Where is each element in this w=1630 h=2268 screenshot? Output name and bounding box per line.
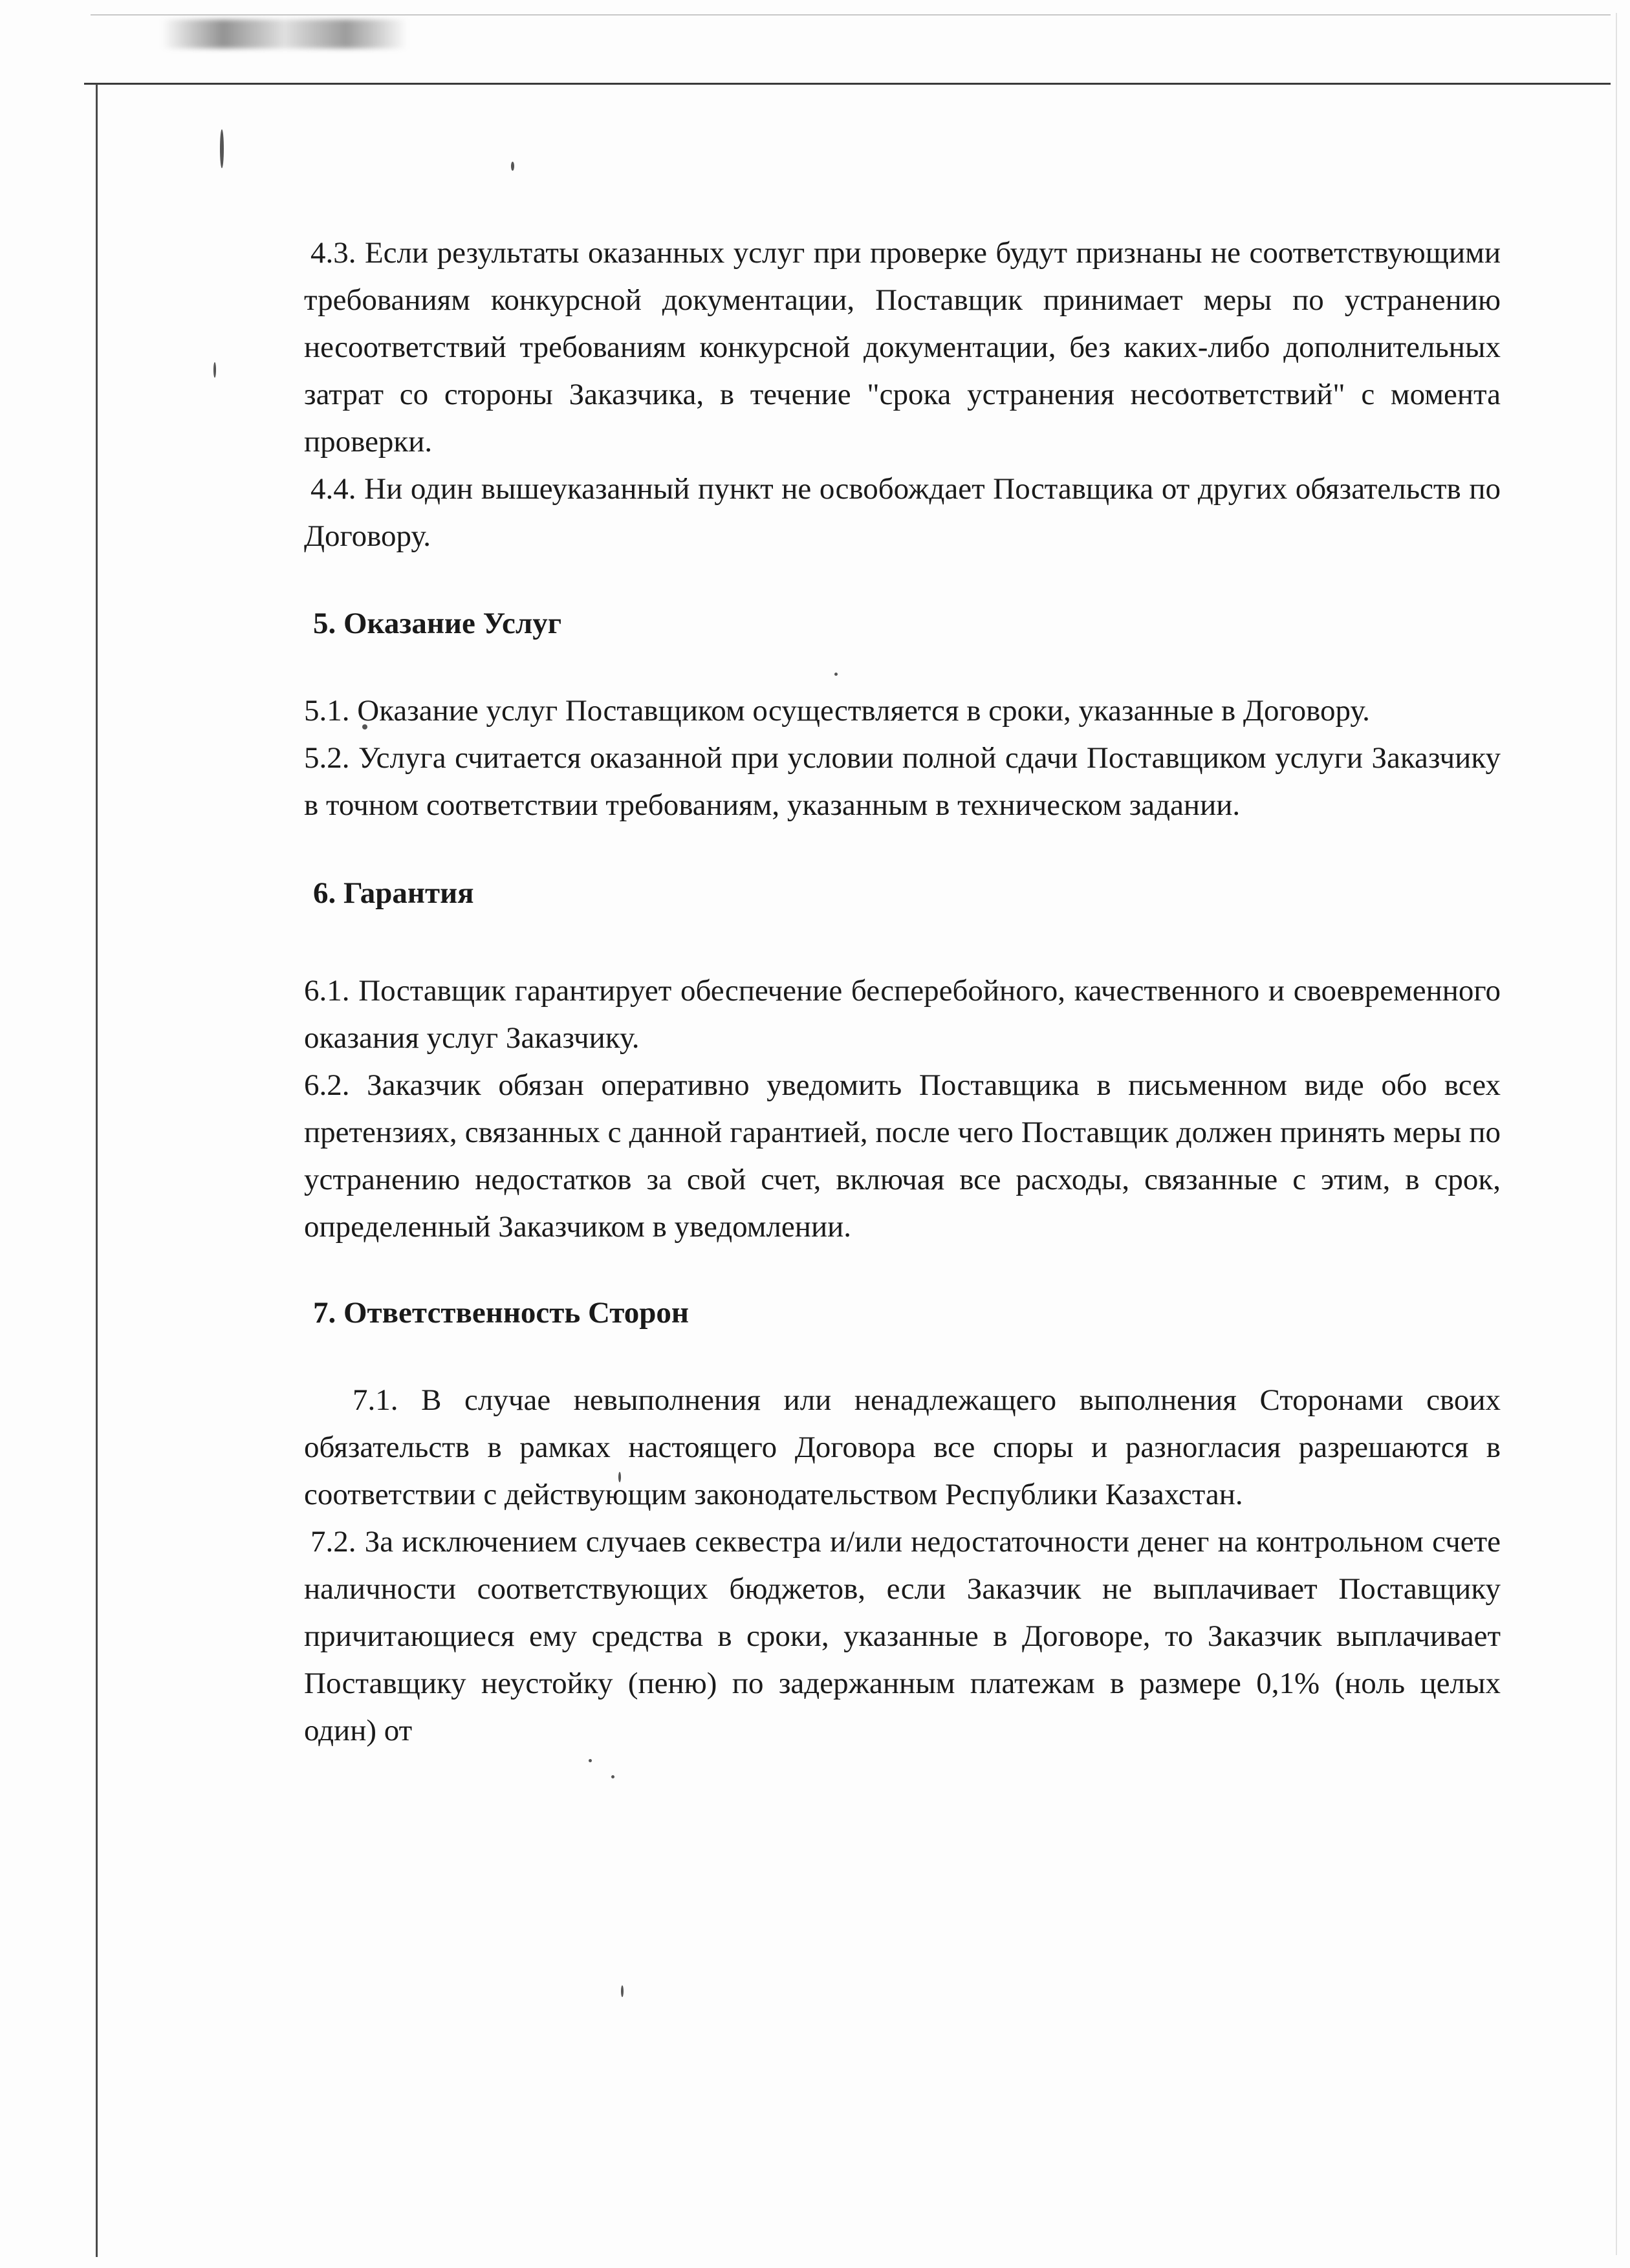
scan-speck	[611, 1775, 614, 1778]
scan-speck	[213, 362, 216, 378]
paragraph-6-1: 6.1. Поставщик гарантирует обеспечение бесперебойного, качественного и своевременного оказания услуг Заказчику.	[304, 974, 1501, 1055]
paragraph-6-2: 6.2. Заказчик обязан оперативно уведомить Поставщика в письменном виде обо всех претензиях, связанных с данной гарантией, после чего Поставщик должен принять меры по устранению недостатков за свой счет, включая все расходы, связанные с этим, в срок, определенный Заказчиком в уведомлении.	[304, 1068, 1501, 1244]
scan-speck	[589, 1759, 592, 1762]
scan-speck	[220, 129, 224, 168]
scan-artifact-top-line	[84, 83, 1611, 85]
paragraph-5-2: 5.2. Услуга считается оказанной при условии полной сдачи Поставщиком услуги Заказчику в точном соответствии требованиям, указанным в техническом задании.	[304, 741, 1501, 822]
paragraph-4-4: 4.4. Ни один вышеуказанный пункт не освобождает Поставщика от других обязательств по Договору.	[304, 472, 1501, 553]
paragraph-7-1: 7.1. В случае невыполнения или ненадлежащего выполнения Сторонами своих обязательств в рамках настоящего Договора все споры и разногласия разрешаются в соответствии с действующим законодательством Республики Казахстан.	[304, 1383, 1501, 1511]
scan-artifact-smudge	[162, 19, 408, 49]
scan-speck	[621, 1985, 624, 1997]
document-body	[304, 230, 1501, 1755]
scan-artifact-right-edge	[1616, 13, 1617, 2255]
scan-artifact-left-line	[96, 84, 98, 2257]
section-heading-7: 7. Ответственность Сторон	[313, 1296, 689, 1330]
scan-artifact-top-faint-line	[91, 14, 1611, 16]
paragraph-4-3: 4.3. Если результаты оказанных услуг при проверке будут признаны не соответствующими требованиям конкурсной документации, Поставщик принимает меры по устранению несоответствий требованиям конкурсной документации, без каких-либо дополнительных затрат со стороны Заказчика, в течение "срока устранения несоответствий" с момента проверки.	[304, 236, 1501, 459]
scan-speck	[511, 162, 514, 171]
paragraph-7-2: 7.2. За исключением случаев секвестра и/или недостаточности денег на контрольном счете наличности соответствующих бюджетов, если Заказчик не выплачивает Поставщику причитающиеся ему средства в сроки, указанные в Договоре, то Заказчик выплачивает Поставщику неустойку (пеню) по задержанным платежам в размере 0,1% (ноль целых один) от	[304, 1525, 1501, 1747]
section-heading-5: 5. Оказание Услуг	[313, 607, 562, 640]
paragraph-5-1: 5.1. Оказание услуг Поставщиком осуществляется в сроки, указанные в Договору.	[304, 694, 1370, 728]
section-heading-6: 6. Гарантия	[313, 876, 474, 910]
